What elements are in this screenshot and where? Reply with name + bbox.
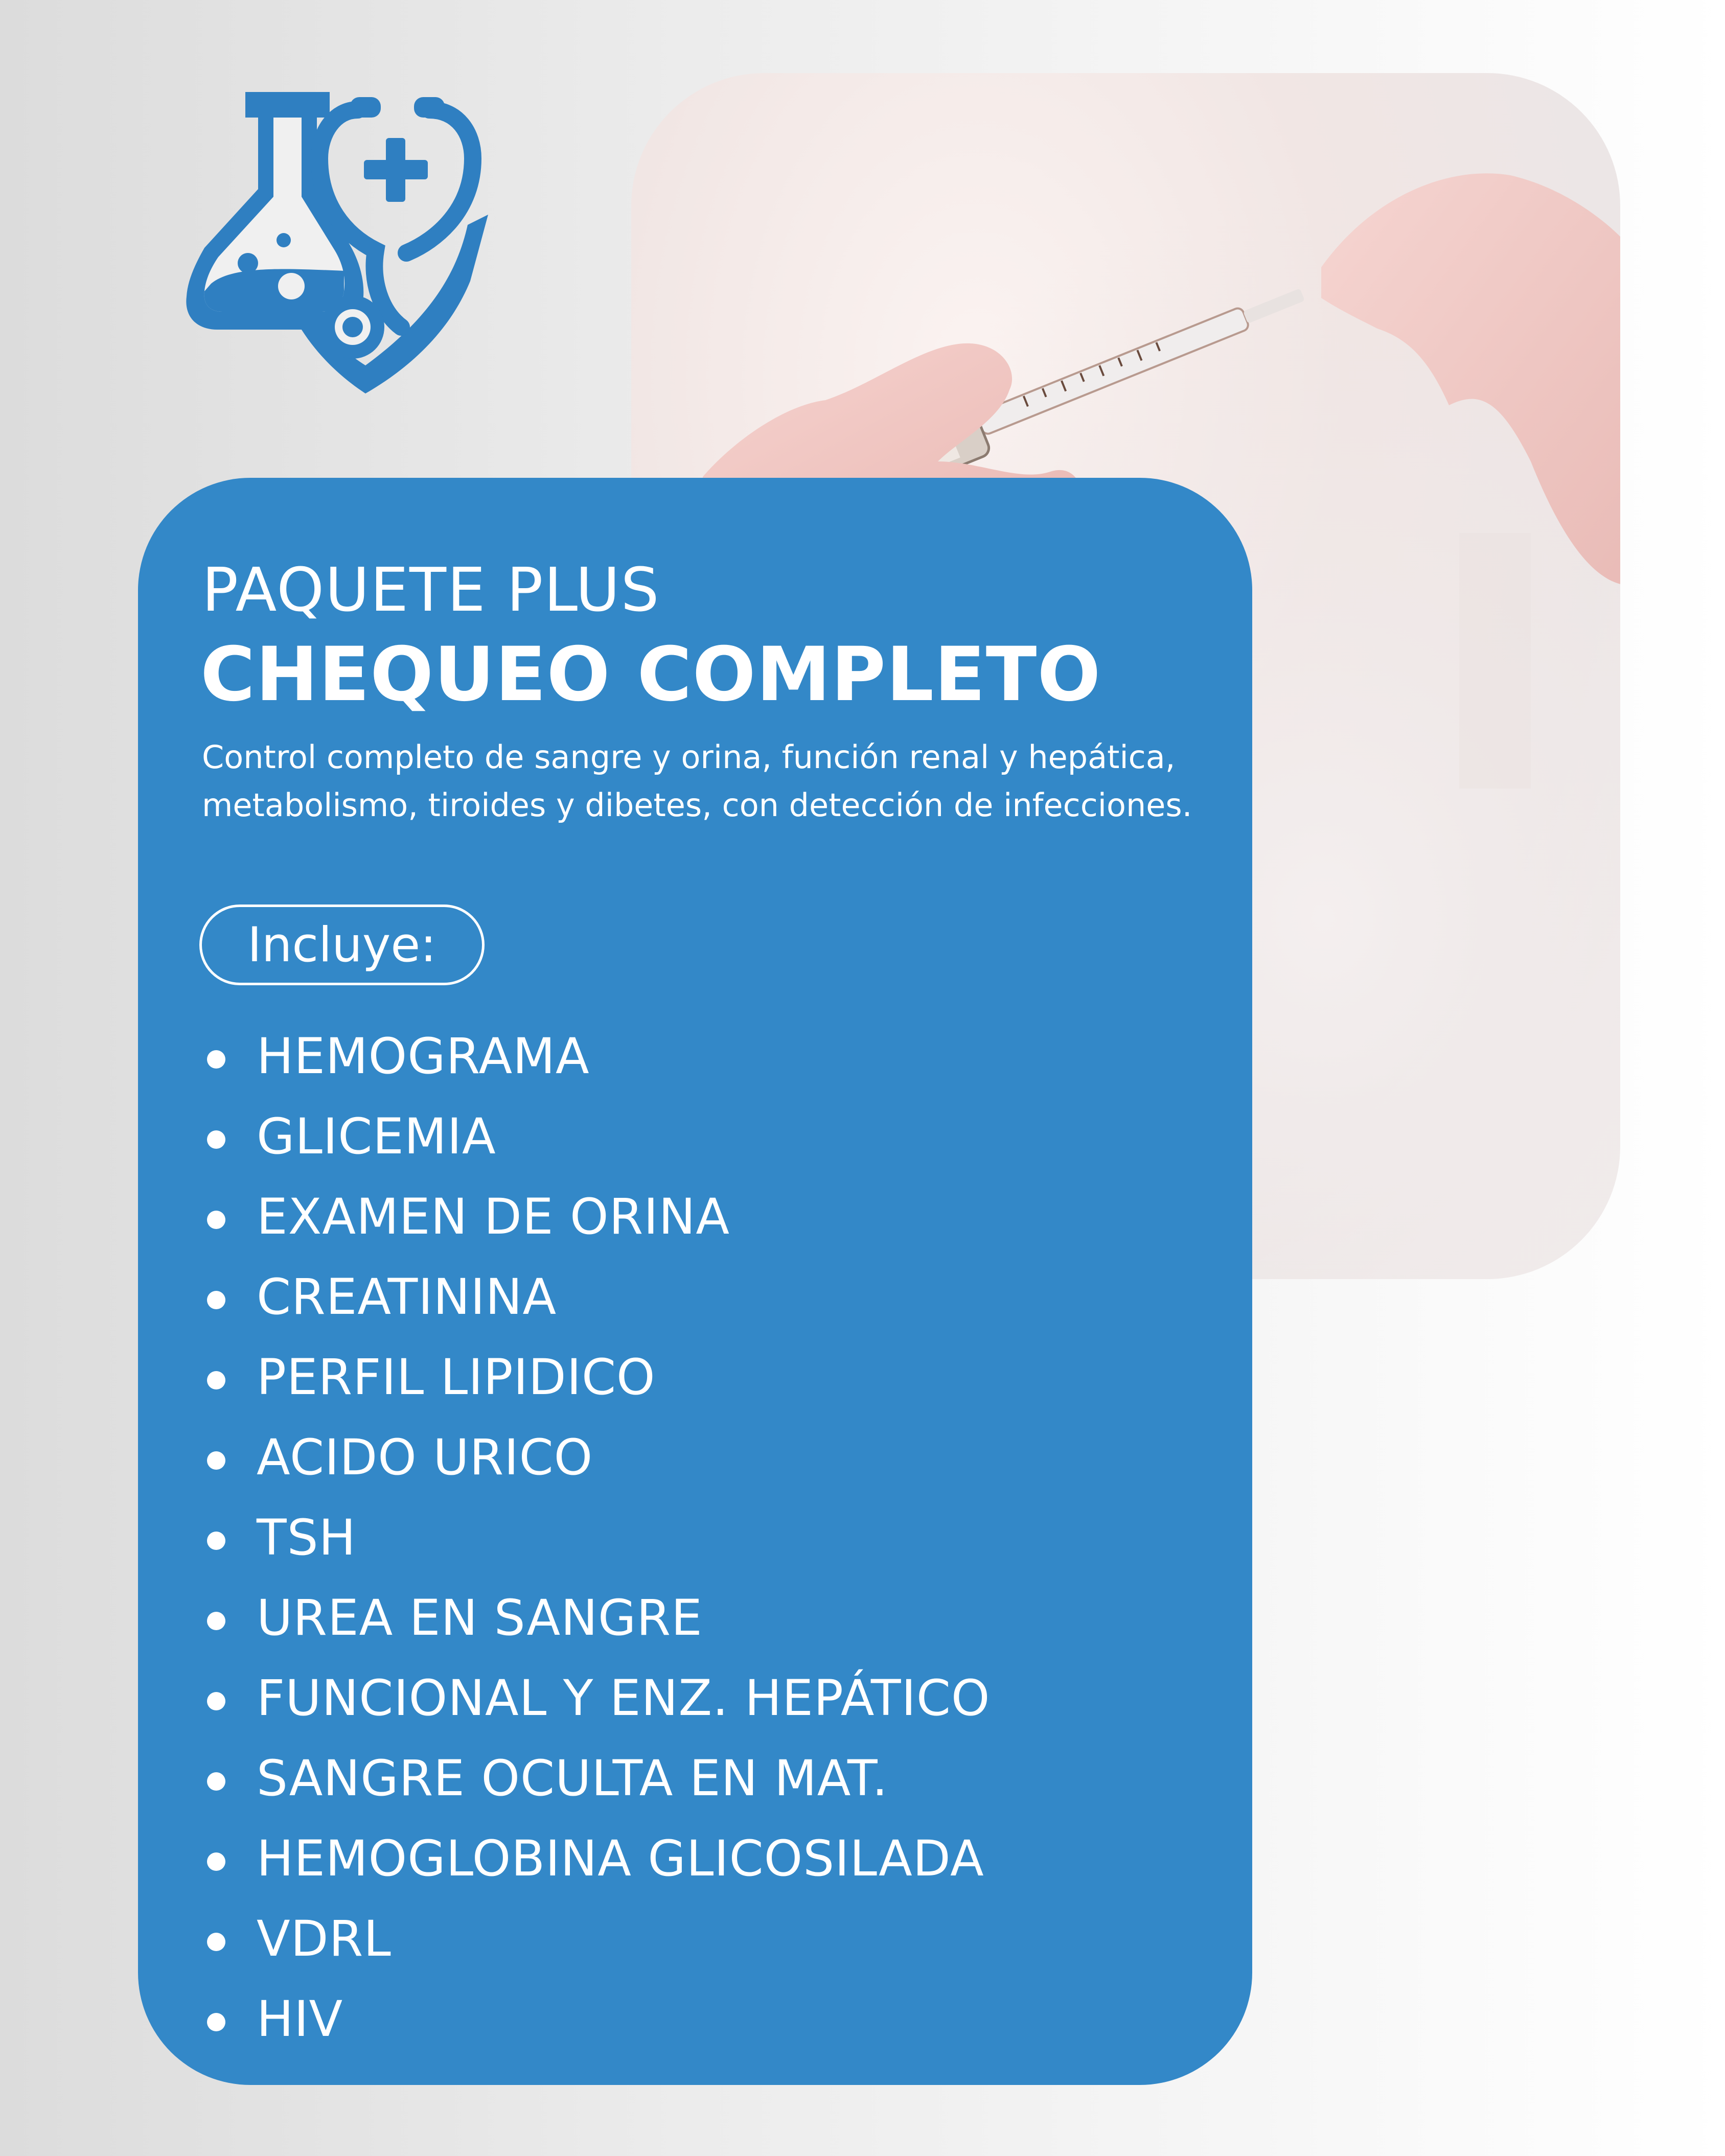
test-name: ACIDO URICO bbox=[257, 1429, 593, 1486]
bullet-icon bbox=[207, 2013, 225, 2031]
test-name: SANGRE OCULTA EN MAT. bbox=[257, 1750, 888, 1807]
test-name: FUNCIONAL Y ENZ. HEPÁTICO bbox=[257, 1670, 991, 1727]
package-card bbox=[138, 478, 1252, 2085]
bullet-icon bbox=[207, 1211, 225, 1229]
test-name: EXAMEN DE ORINA bbox=[257, 1188, 730, 1245]
bullet-icon bbox=[207, 1451, 225, 1470]
package-title: CHEQUEO COMPLETO bbox=[200, 631, 1101, 718]
test-name: VDRL bbox=[257, 1910, 392, 1967]
bullet-icon bbox=[207, 1371, 225, 1389]
bullet-icon bbox=[207, 1772, 225, 1791]
test-name: UREA EN SANGRE bbox=[257, 1589, 703, 1647]
test-name: PERFIL LIPIDICO bbox=[257, 1349, 656, 1406]
bullet-icon bbox=[207, 1933, 225, 1951]
test-name: CREATININA bbox=[257, 1268, 557, 1326]
lab-flask-stethoscope-shield-icon bbox=[181, 87, 509, 404]
bullet-icon bbox=[207, 1612, 225, 1630]
test-name: GLICEMIA bbox=[257, 1108, 496, 1165]
test-name: HEMOGLOBINA GLICOSILADA bbox=[257, 1830, 984, 1887]
bullet-icon bbox=[207, 1050, 225, 1069]
package-description: Control completo de sangre y orina, función renal y hepática, metabolismo, tiroides y dibetes, con detección de infecciones. bbox=[202, 738, 1192, 824]
package-eyebrow: PAQUETE PLUS bbox=[202, 554, 660, 625]
bullet-icon bbox=[207, 1692, 225, 1710]
test-name: TSH bbox=[257, 1509, 356, 1566]
test-name: HEMOGRAMA bbox=[257, 1028, 590, 1085]
test-name: HIV bbox=[257, 1990, 343, 2048]
bullet-icon bbox=[207, 1130, 225, 1149]
includes-badge bbox=[199, 905, 485, 985]
bullet-icon bbox=[207, 1532, 225, 1550]
bullet-icon bbox=[207, 1852, 225, 1871]
includes-label: Incluye: bbox=[247, 917, 436, 973]
bullet-icon bbox=[207, 1291, 225, 1309]
